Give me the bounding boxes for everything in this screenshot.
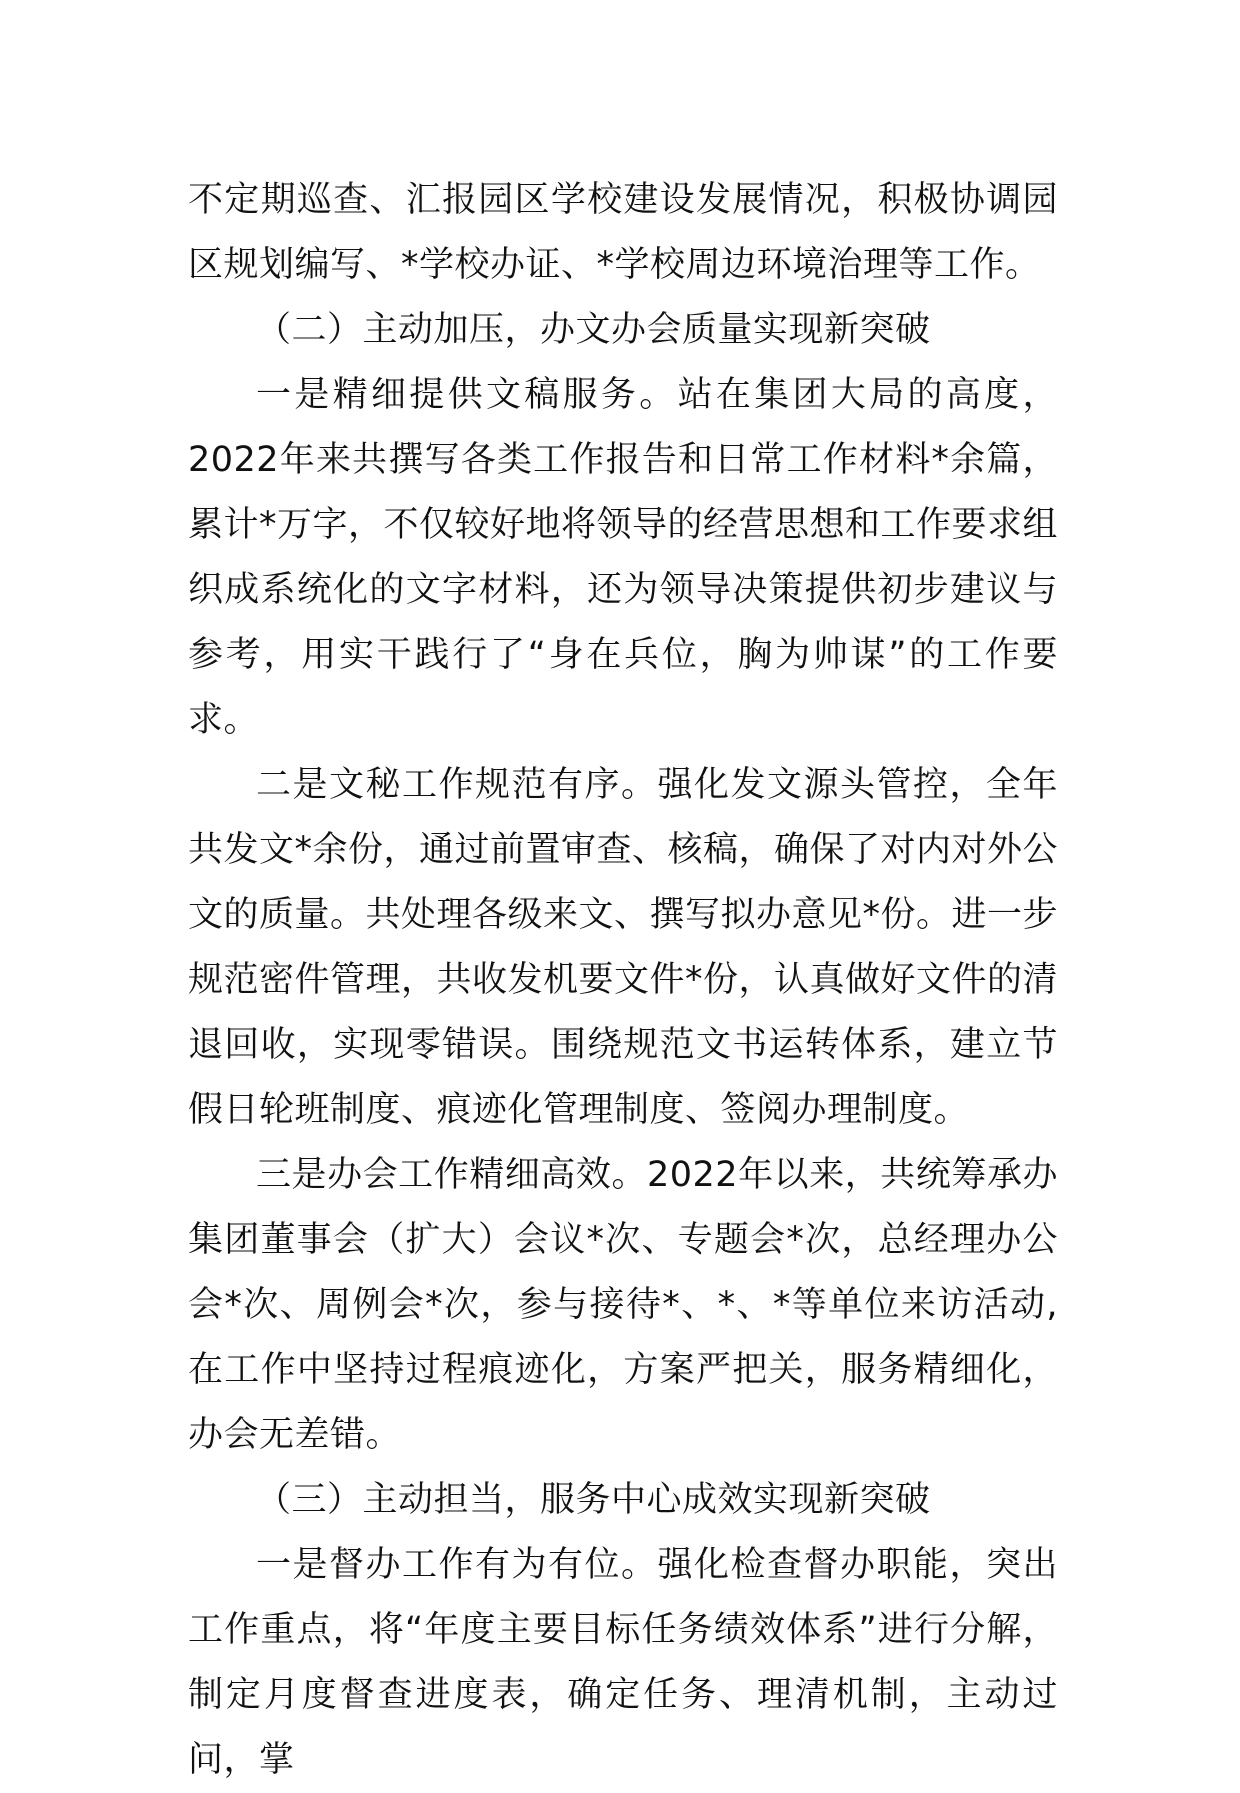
document-body <box>188 168 1058 1793</box>
section-heading-2: （二）主动加压，办文办会质量实现新突破 <box>256 310 931 350</box>
section-heading-3: （三）主动担当，服务中心成效实现新突破 <box>256 1480 931 1520</box>
paragraph-meeting-work: 三是办会工作精细高效。2022年以来，共统筹承办集团董事会（扩大）会议*次、专题会*次，总经理办公会*次、周例会*次，参与接待*、*、*等单位来访活动,在工作中坚持过程痕迹化，方案严把关，服务精细化，办会无差错。 <box>188 1155 1058 1455</box>
paragraph-document-service: 一是精细提供文稿服务。站在集团大局的高度，2022年来共撰写各类工作报告和日常工作材料*余篇，累计*万字，不仅较好地将领导的经营思想和工作要求组织成系统化的文字材料，还为领导决策提供初步建议与参考，用实干践行了“身在兵位，胸为帅谋”的工作要求。 <box>188 375 1059 740</box>
paragraph-supervision-work: 一是督办工作有为有位。强化检查督办职能，突出工作重点，将“年度主要目标任务绩效体系”进行分解，制定月度督查进度表，确定任务、理清机制，主动过问，掌 <box>188 1545 1058 1780</box>
paragraph-secretarial-work: 二是文秘工作规范有序。强化发文源头管控，全年共发文*余份，通过前置审查、核稿，确保了对内对外公文的质量。共处理各级来文、撰写拟办意见*份。进一步规范密件管理，共收发机要文件*份，认真做好文件的清退回收，实现零错误。围绕规范文书运转体系，建立节假日轮班制度、痕迹化管理制度、签阅办理制度。 <box>188 765 1059 1130</box>
paragraph-continuation: 不定期巡查、汇报园区学校建设发展情况，积极协调园区规划编写、*学校办证、*学校周边环境治理等工作。 <box>188 180 1058 285</box>
